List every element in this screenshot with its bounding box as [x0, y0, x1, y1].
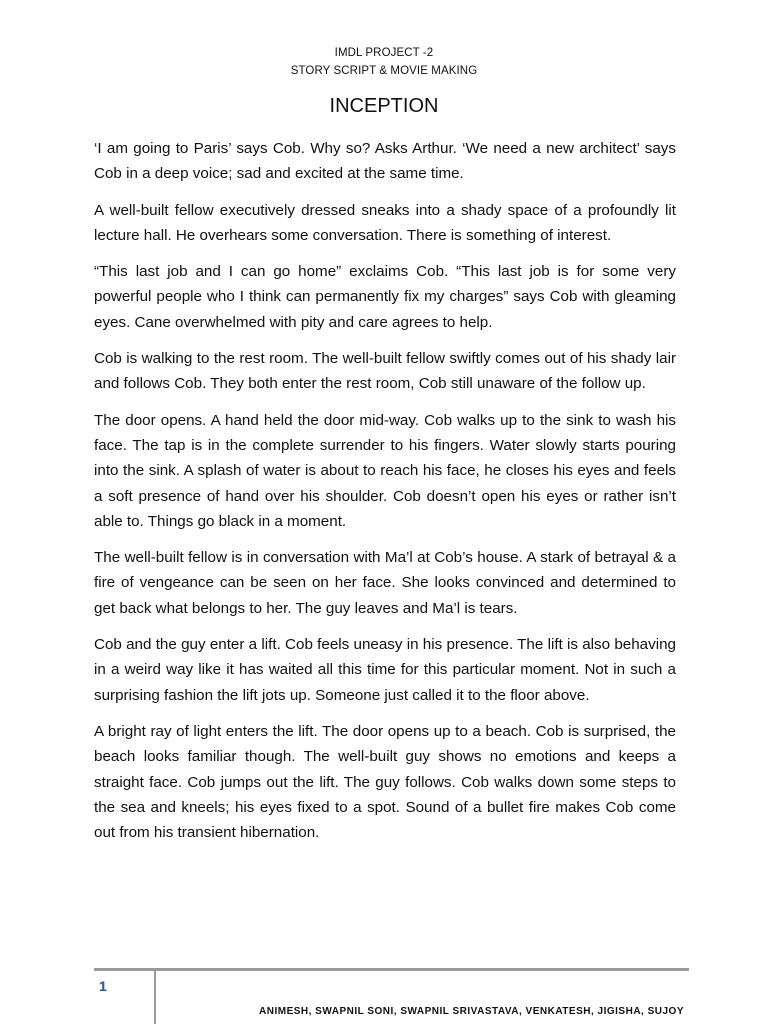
footer-authors: ANIMESH, SWAPNIL SONI, SWAPNIL SRIVASTAVA, VENKATESH, JIGISHA, SUJOY: [259, 1006, 684, 1017]
paragraph: The door opens. A hand held the door mid-way. Cob walks up to the sink to wash his face. The tap is in the complete surrender to his fingers. Water slowly starts pouring into the sink. A splash of water is about to reach his face, he closes his eyes and feels a soft presence of hand over his shoulder. Cob doesn’t open his eyes or rather isn’t able to. Things go black in a moment.: [94, 411, 676, 530]
paragraph: The well-built fellow is in conversation with Ma’l at Cob’s house. A stark of betrayal & a fire of vengeance can be seen on her face. She looks convinced and determined to get back what belongs to her. The guy leaves and Ma’l is tears.: [94, 549, 676, 617]
paragraph: Cob is walking to the rest room. The well-built fellow swiftly comes out of his shady lair and follows Cob. They both enter the rest room, Cob still unaware of the follow up.: [94, 350, 676, 393]
story-body: [94, 136, 676, 856]
header-project-line: IMDL PROJECT -2: [334, 47, 434, 59]
paragraph: ‘I am going to Paris’ says Cob. Why so? Asks Arthur. ‘We need a new architect’ says Cob in a deep voice; sad and excited at the same time.: [94, 140, 676, 183]
paragraph: “This last job and I can go home” exclaims Cob. “This last job is for some very powerful people who I think can permanently fix my charges” says Cob with gleaming eyes. Cane overwhelmed with pity and care agrees to help.: [94, 263, 676, 331]
footer-divider: [94, 968, 689, 971]
paragraph: A bright ray of light enters the lift. The door opens up to a beach. Cob is surprised, the beach looks familiar though. The well-built guy shows no emotions and keeps a straight face. Cob jumps out the lift. The guy follows. Cob walks down some steps to the sea and kneels; his eyes fixed to a spot. Sound of a bullet fire makes Cob come out from his transient hibernation.: [94, 722, 676, 842]
footer-vertical-divider: [154, 971, 156, 1024]
paragraph: A well-built fellow executively dressed sneaks into a shady space of a profoundly lit lecture hall. He overhears some conversation. There is something of interest.: [94, 201, 676, 244]
header-subtitle-line: STORY SCRIPT & MOVIE MAKING: [290, 65, 478, 77]
page-number: 1: [99, 978, 107, 994]
paragraph: Cob and the guy enter a lift. Cob feels uneasy in his presence. The lift is also behaving in a weird way like it has waited all this time for this particular moment. Not in such a surprising fashion the lift jots up. Someone just called it to the floor above.: [94, 636, 676, 704]
document-title: INCEPTION: [329, 95, 439, 117]
